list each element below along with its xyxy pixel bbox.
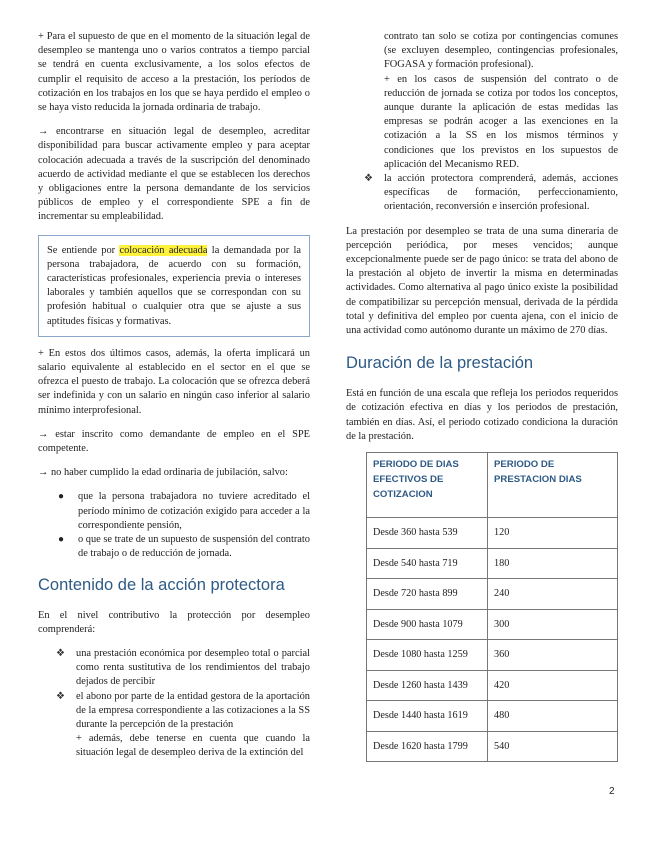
header-cotizacion: PERIODO DE DIAS EFECTIVOS DE COTIZACION [367, 453, 488, 518]
table-row [367, 609, 618, 640]
table-row [367, 518, 618, 549]
table-cell: 120 [488, 518, 618, 549]
table-header-row [367, 453, 618, 518]
table-row [367, 640, 618, 671]
table-cell: 180 [488, 548, 618, 579]
table-cell: 240 [488, 579, 618, 610]
paragraph-contributivo: En el nivel contributivo la protección por desempleo comprenderá: [38, 609, 310, 635]
table-cell: Desde 900 hasta 1079 [367, 609, 488, 640]
highlighted-term: colocación adecuada [119, 244, 208, 256]
table-cell: 360 [488, 640, 618, 671]
table-cell: Desde 1260 hasta 1439 [367, 670, 488, 701]
paragraph-part-time: + Para el supuesto de que en el momento de la situación legal de desempleo se mantenga uno o varios contratos a tiempo parcial se tendrá en cuenta exclusivamente, a los solos efectos de cumplir el requisito de acceso a la prestación, los períodos de cotización en los trabajos en los que se haya perdido el empleo o se haya visto reducida la jornada ordinaria de trabajo. [38, 31, 310, 114]
list-item: ❖ la acción protectora comprenderá, además, acciones específicas de formación, perfeccionamiento, orientación, reconversión e inserción profesional. [364, 173, 618, 213]
table-cell: Desde 1440 hasta 1619 [367, 701, 488, 732]
table-row [367, 579, 618, 610]
list-item: ❖ el abono por parte de la entidad gestora de la aportación de la empresa correspondiente a las cotizaciones a la SS durante la percepción de la prestación [56, 690, 310, 730]
table-cell: 420 [488, 670, 618, 701]
table-cell: 480 [488, 701, 618, 732]
table-cell: Desde 1620 hasta 1799 [367, 731, 488, 762]
table-cell: Desde 540 hasta 719 [367, 548, 488, 579]
paragraph-prestacion: La prestación por desempleo se trata de una suma dineraria de percepción periódica, por meses vencidos; aunque excepcionalmente puede ser de pago único: se trata del abono de la prestación al objeto de invertir la misma en determinadas actividades. Como alternativa al pago único existe la posibilidad de compatibilizar su percepción mensual, derivada de la pérdida total y definitiva del empleo por cuenta ajena, con el inicio de una actividad como autónomo durante un máximo de 270 días. [346, 225, 618, 337]
paragraph-retirement: → no haber cumplido la edad ordinaria de jubilación, salvo: [38, 467, 288, 479]
diamond-bullet-icon: ❖ [364, 173, 373, 185]
section-heading-contenido: Contenido de la acción protectora [38, 575, 285, 594]
bullet-dot-icon: ● [58, 491, 65, 503]
paragraph-contingencias: contrato tan solo se cotiza por contingencias comunes (se excluyen desempleo, contingencias profesionales, FOGASA y formación profesional). [384, 31, 618, 71]
duration-table [366, 452, 618, 762]
table-cell: 540 [488, 731, 618, 762]
left-column [38, 30, 310, 761]
diamond-bullet-icon: ❖ [56, 647, 65, 659]
table-row [367, 548, 618, 579]
paragraph-legal-unemployment: → encontrarse en situación legal de desempleo, acreditar disponibilidad para buscar activamente empleo y para aceptar colocación adecuada a través de la suscripción del denominado acuerdo de actividad mediante el que se establecen los derechos y obligaciones entre la persona demandante de los servicios públicos de empleo y el correspondiente SPE a fin de incrementar su empleabilidad. [38, 126, 310, 223]
bullet-dot-icon: ● [58, 534, 65, 546]
paragraph-registered: → estar inscrito como demandante de empleo en el SPE competente. [38, 428, 310, 455]
paragraph-suspension: + en los casos de suspensión del contrato o de reducción de jornada se cotiza por todos los conceptos, aunque durante la aplicación de estas medidas las empresas se podrán acoger a las exenciones en la cotización a la SS en los mismos términos y condiciones que los previstos en los supuestos de aplicación del Mecanismo RED. [384, 73, 618, 170]
table-row [367, 731, 618, 762]
list-item: ❖ una prestación económica por desempleo total o parcial como renta sustitutiva de los rendimientos del trabajo dejados de percibir [56, 647, 310, 688]
diamond-bullet-icon: ❖ [56, 690, 65, 702]
paragraph-salary: + En estos dos últimos casos, además, la oferta implicará un salario equivalente al establecido en el sector en el que se ofrezca el puesto de trabajo. La colocación que se ofrezca deberá ser indefinida y con un salario en ningún caso inferior al salario mínimo interprofesional. [38, 347, 310, 416]
paragraph-extincion: + además, debe tenerse en cuenta que cuando la situación legal de desempleo deriva de la extinción del [76, 733, 310, 759]
right-column [346, 30, 618, 762]
list-item: ● o que se trate de un supuesto de suspensión del contrato de trabajo o de reducción de jornada. [58, 534, 311, 560]
page-number: 2 [609, 786, 615, 797]
table-row [367, 701, 618, 732]
table-cell: Desde 720 hasta 899 [367, 579, 488, 610]
definition-text: Se entiende por colocación adecuada la demandada por la persona trabajadora, de acuerdo con su formación, características profesionales, experiencia previa o intereses laborales y también aquellos que se correspondan con su profesión habitual o cualquier otra que se ajuste a sus aptitudes físicas y formativas. [47, 244, 301, 327]
retirement-exceptions-list [38, 490, 310, 561]
header-prestacion: PERIODO DE PRESTACION DIAS [488, 453, 618, 518]
paragraph-escala: Está en función de una escala que refleja los periodos requeridos de cotización efectiva en días y los periodos de prestación, también en días. Así, el periodo cotizado condiciona la duración de la prestación. [346, 388, 618, 442]
section-heading-duracion: Duración de la prestación [346, 354, 534, 373]
definition-box [38, 235, 310, 337]
table-cell: Desde 1080 hasta 1259 [367, 640, 488, 671]
protection-list-continued [346, 172, 618, 215]
table-row [367, 670, 618, 701]
list-item: ● que la persona trabajadora no tuviere acreditado el período mínimo de cotización exigido para acceder a la correspondiente pensión, [58, 491, 310, 531]
protection-list [38, 647, 310, 732]
table-cell: 300 [488, 609, 618, 640]
table-cell: Desde 360 hasta 539 [367, 518, 488, 549]
